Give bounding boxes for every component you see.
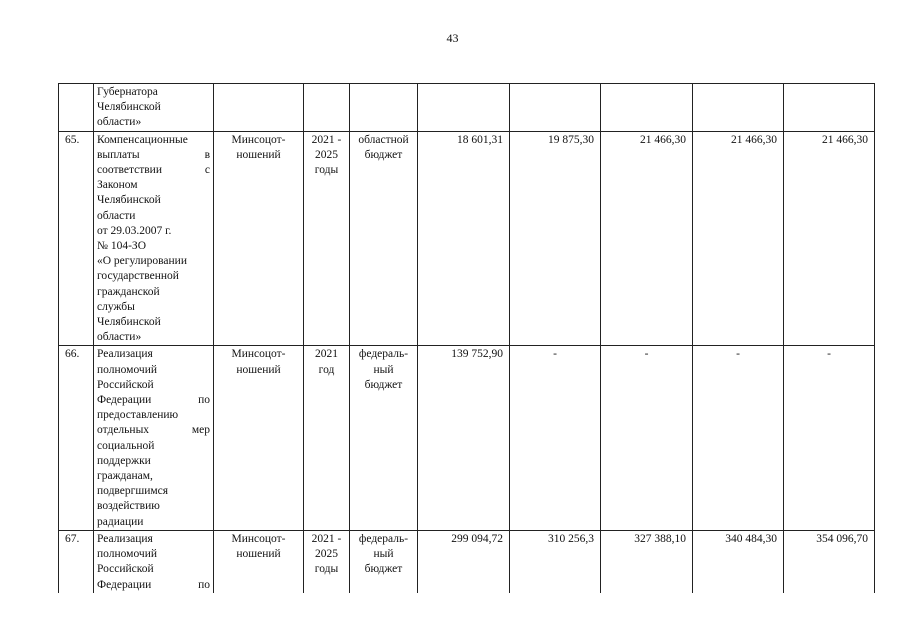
measure-name-word: Челябинской xyxy=(97,316,161,329)
measure-name-cell xyxy=(94,530,214,592)
measure-name-cell xyxy=(94,346,214,530)
measure-name-word: по xyxy=(198,578,210,591)
source-line: федераль- xyxy=(358,348,409,361)
measure-name-line xyxy=(97,163,210,178)
measure-name-line xyxy=(97,439,210,454)
measure-name-word: в xyxy=(204,148,210,161)
value-cell xyxy=(693,84,784,132)
measure-name-line xyxy=(97,469,210,484)
measure-name-line xyxy=(97,408,210,423)
value-cell: - xyxy=(510,346,601,530)
budget-table xyxy=(58,83,875,593)
period-cell xyxy=(304,131,350,346)
value-cell: - xyxy=(784,346,875,530)
measure-name-line xyxy=(97,330,210,345)
executor-cell xyxy=(214,530,304,592)
measure-name-line xyxy=(97,239,210,254)
period-cell xyxy=(304,346,350,530)
measure-name-word: Законом xyxy=(97,179,138,192)
measure-name-word: области xyxy=(97,209,136,222)
value-cell: 19 875,30 xyxy=(510,131,601,346)
measure-name-word: выплаты xyxy=(97,148,140,161)
executor-line: Минсоцот- xyxy=(231,532,286,545)
period-line: 2021 - xyxy=(311,532,342,545)
value-cell xyxy=(784,84,875,132)
period-line: 2025 xyxy=(315,148,338,161)
measure-name-word: Челябинской xyxy=(97,194,161,207)
measure-name-word: № 104-ЗО xyxy=(97,240,146,253)
source-line: ный xyxy=(373,548,394,561)
measure-name-word: Российской xyxy=(97,378,154,391)
row-number-cell: 67. xyxy=(59,530,94,592)
period-line: 2021 - xyxy=(311,133,342,146)
measure-name-line xyxy=(97,148,210,163)
executor-line: Минсоцот- xyxy=(231,133,286,146)
page-number: 43 xyxy=(446,31,459,45)
executor-line: Минсоцот- xyxy=(231,348,286,361)
table-row xyxy=(59,84,875,132)
source-line: ный xyxy=(373,363,394,376)
executor-cell xyxy=(214,84,304,132)
value-cell: 21 466,30 xyxy=(784,131,875,346)
measure-name-line xyxy=(97,454,210,469)
source-line: федераль- xyxy=(358,532,409,545)
source-line: бюджет xyxy=(364,378,403,391)
measure-name-word: полномочий xyxy=(97,363,157,376)
value-cell: 327 388,10 xyxy=(601,530,693,592)
period-line: годы xyxy=(314,563,339,576)
measure-name-line xyxy=(97,115,210,130)
measure-name-line xyxy=(97,224,210,239)
measure-name-line xyxy=(97,133,210,148)
measure-name-word: гражданской xyxy=(97,285,160,298)
source-line: бюджет xyxy=(364,563,403,576)
period-cell xyxy=(304,84,350,132)
funding-source-cell xyxy=(350,530,418,592)
value-cell: 299 094,72 xyxy=(418,530,510,592)
period-cell xyxy=(304,530,350,592)
measure-name-word: полномочий xyxy=(97,548,157,561)
value-cell: 340 484,30 xyxy=(693,530,784,592)
measure-name-line xyxy=(97,315,210,330)
measure-name-word: соответствии xyxy=(97,164,162,177)
funding-source-cell xyxy=(350,84,418,132)
measure-name-line xyxy=(97,562,210,577)
measure-name-word: Российской xyxy=(97,563,154,576)
table-row xyxy=(59,131,875,346)
measure-name-word: области» xyxy=(97,331,142,344)
measure-name-line xyxy=(97,363,210,378)
table-row xyxy=(59,530,875,592)
measure-name-line xyxy=(97,100,210,115)
value-cell: 139 752,90 xyxy=(418,346,510,530)
value-cell: 21 466,30 xyxy=(601,131,693,346)
measure-name-word: воздействию xyxy=(97,500,160,513)
source-line: областной xyxy=(358,133,409,146)
value-cell xyxy=(418,84,510,132)
measure-name-line xyxy=(97,532,210,547)
value-cell xyxy=(510,84,601,132)
row-number-cell: 65. xyxy=(59,131,94,346)
value-cell xyxy=(601,84,693,132)
row-number-cell xyxy=(59,84,94,132)
measure-name-word: по xyxy=(198,394,210,407)
measure-name-line xyxy=(97,193,210,208)
period-line: 2025 xyxy=(315,548,338,561)
measure-name-line xyxy=(97,254,210,269)
value-cell: 21 466,30 xyxy=(693,131,784,346)
executor-line: ношений xyxy=(236,363,281,376)
measure-name-word: гражданам, xyxy=(97,470,153,483)
measure-name-line xyxy=(97,85,210,100)
executor-line: ношений xyxy=(236,148,281,161)
measure-name-word: Реализация xyxy=(97,532,153,545)
executor-cell xyxy=(214,131,304,346)
measure-name-line xyxy=(97,578,210,593)
executor-cell xyxy=(214,346,304,530)
measure-name-word: Губернатора xyxy=(97,86,158,98)
measure-name-line xyxy=(97,547,210,562)
table-row xyxy=(59,346,875,530)
measure-name-word: государственной xyxy=(97,270,179,283)
measure-name-word: «О регулировании xyxy=(97,255,187,268)
measure-name-word: радиации xyxy=(97,515,144,528)
measure-name-line xyxy=(97,423,210,438)
measure-name-word: Челябинской xyxy=(97,101,161,114)
value-cell: 310 256,3 xyxy=(510,530,601,592)
funding-source-cell xyxy=(350,131,418,346)
measure-name-line xyxy=(97,484,210,499)
measure-name-line xyxy=(97,269,210,284)
measure-name-word: Компенсационные xyxy=(97,133,188,146)
period-line: год xyxy=(318,363,335,376)
executor-line: ношений xyxy=(236,548,281,561)
measure-name-word: отдельных xyxy=(97,424,150,437)
table-body xyxy=(59,84,875,593)
source-line: бюджет xyxy=(364,148,403,161)
measure-name-line xyxy=(97,209,210,224)
value-cell: 18 601,31 xyxy=(418,131,510,346)
measure-name-line xyxy=(97,499,210,514)
measure-name-word: предоставлению xyxy=(97,409,179,422)
measure-name-word: Федерации xyxy=(97,394,152,407)
measure-name-word: поддержки xyxy=(97,454,151,467)
measure-name-word: области» xyxy=(97,116,142,129)
measure-name-word: мер xyxy=(191,424,210,437)
measure-name-cell xyxy=(94,131,214,346)
measure-name-line xyxy=(97,300,210,315)
measure-name-cell xyxy=(94,84,214,132)
measure-name-line xyxy=(97,393,210,408)
measure-name-word: от 29.03.2007 г. xyxy=(97,224,172,237)
measure-name-line xyxy=(97,178,210,193)
measure-name-line xyxy=(97,515,210,530)
measure-name-line xyxy=(97,347,210,362)
measure-name-line xyxy=(97,285,210,300)
value-cell: - xyxy=(693,346,784,530)
measure-name-word: Реализация xyxy=(97,348,153,361)
value-cell: - xyxy=(601,346,693,530)
measure-name-word: с xyxy=(204,164,210,177)
period-line: годы xyxy=(314,164,339,177)
measure-name-word: службы xyxy=(97,300,135,313)
measure-name-word: Федерации xyxy=(97,578,152,591)
funding-source-cell xyxy=(350,346,418,530)
measure-name-line xyxy=(97,378,210,393)
measure-name-word: подвергшимся xyxy=(97,485,169,498)
measure-name-word: социальной xyxy=(97,439,155,452)
period-line: 2021 xyxy=(315,348,338,361)
value-cell: 354 096,70 xyxy=(784,530,875,592)
row-number-cell: 66. xyxy=(59,346,94,530)
